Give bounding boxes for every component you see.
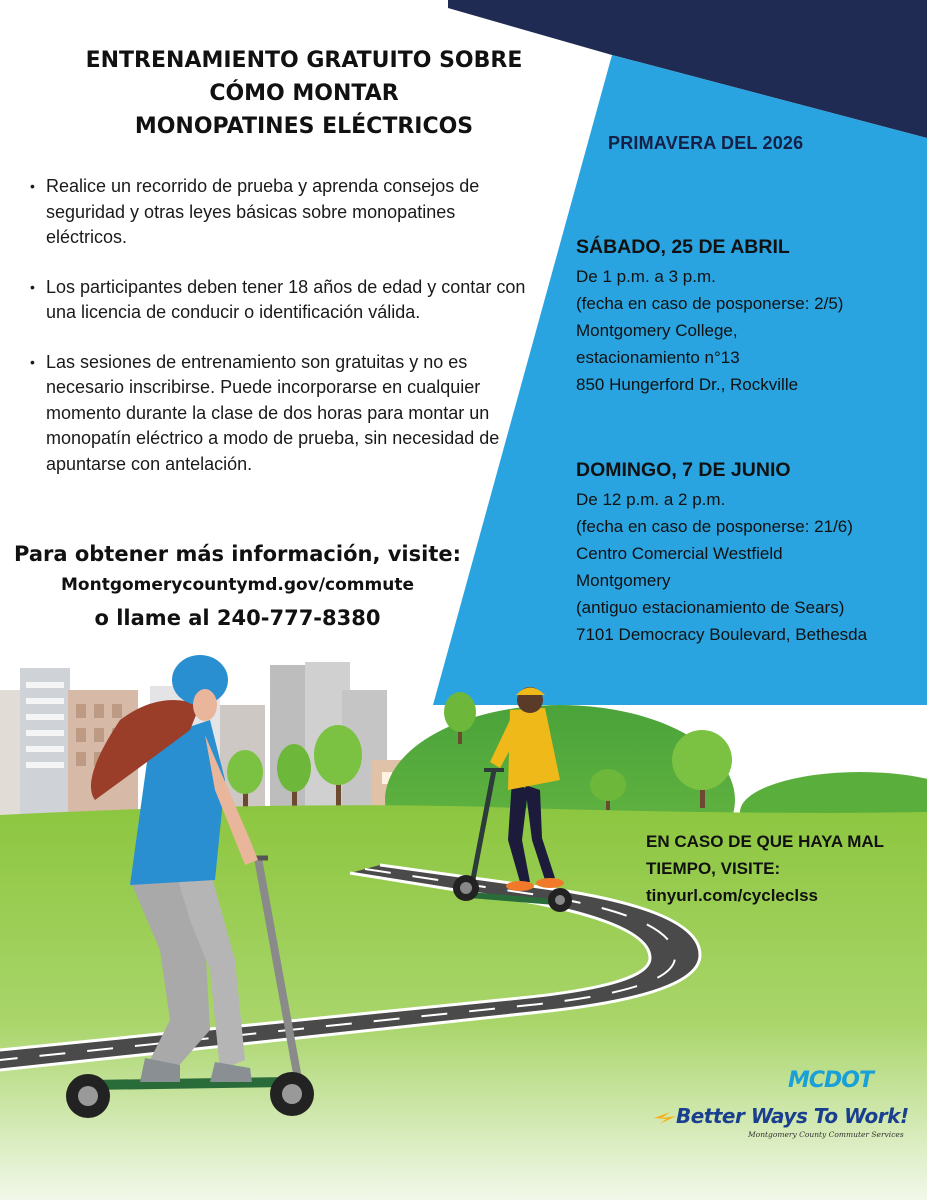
event-place: (antiguo estacionamiento de Sears) (576, 598, 845, 617)
event-heading: SÁBADO, 25 DE ABRIL (576, 236, 790, 258)
title-line-1: ENTRENAMIENTO GRATUITO SOBRE (85, 48, 523, 73)
swoosh-icon (652, 1104, 678, 1132)
weather-line-1: EN CASO DE QUE HAYA MAL (646, 832, 885, 851)
more-info-block (0, 538, 475, 636)
more-info-heading: Para obtener más información, visite: (14, 542, 461, 566)
event-address: 7101 Democracy Boulevard, Bethesda (576, 625, 868, 644)
bullet-item-2: • Los participantes deben tener 18 años de edad y contar con una licencia de conducir o identificación válida. (30, 275, 530, 326)
weather-link[interactable]: tinyurl.com/cycleclss (646, 886, 818, 905)
event-place: estacionamiento n°13 (576, 348, 740, 367)
title-line-3: MONOPATINES ELÉCTRICOS (134, 114, 474, 139)
mcdot-logo: MCDOT (788, 1068, 874, 1093)
season-label: PRIMAVERA DEL 2026 (608, 133, 804, 153)
event-place: Centro Comercial Westfield (576, 544, 783, 563)
event-address: 850 Hungerford Dr., Rockville (576, 375, 799, 394)
bullet-item-1: • Realice un recorrido de prueba y aprenda consejos de seguridad y otras leyes básicas sobre monopatines eléctricos. (30, 174, 530, 251)
better-ways-to-work-logo: Better Ways To Work! (676, 1104, 909, 1128)
event-rain-date: (fecha en caso de posponerse: 21/6) (576, 517, 853, 536)
title-line-2: CÓMO MONTAR (209, 81, 399, 106)
event-heading: DOMINGO, 7 DE JUNIO (576, 459, 791, 481)
event-time: De 12 p.m. a 2 p.m. (576, 490, 726, 509)
event-place: Montgomery (576, 571, 671, 590)
commuter-services-tagline: Montgomery County Commuter Services (748, 1130, 904, 1139)
more-info-phone[interactable]: o llame al 240-777-8380 (94, 606, 381, 630)
weather-line-2: TIEMPO, VISITE: (646, 859, 781, 878)
event-sunday (576, 456, 921, 648)
info-bullet-list (30, 174, 530, 501)
event-time: De 1 p.m. a 3 p.m. (576, 267, 716, 286)
weather-notice (646, 828, 884, 909)
page-title (40, 44, 568, 143)
bullet-item-3: • Las sesiones de entrenamiento son gratuitas y no es necesario inscribirse. Puede incorporarse en cualquier momento durante la clase de dos horas para montar un monopatín eléctrico a modo de prueba, sin necesidad de apuntarse con antelación. (30, 350, 530, 478)
event-saturday (576, 233, 921, 398)
more-info-link[interactable]: Montgomerycountymd.gov/commute (61, 575, 414, 595)
event-place: Montgomery College, (576, 321, 738, 340)
event-rain-date: (fecha en caso de posponerse: 2/5) (576, 294, 844, 313)
